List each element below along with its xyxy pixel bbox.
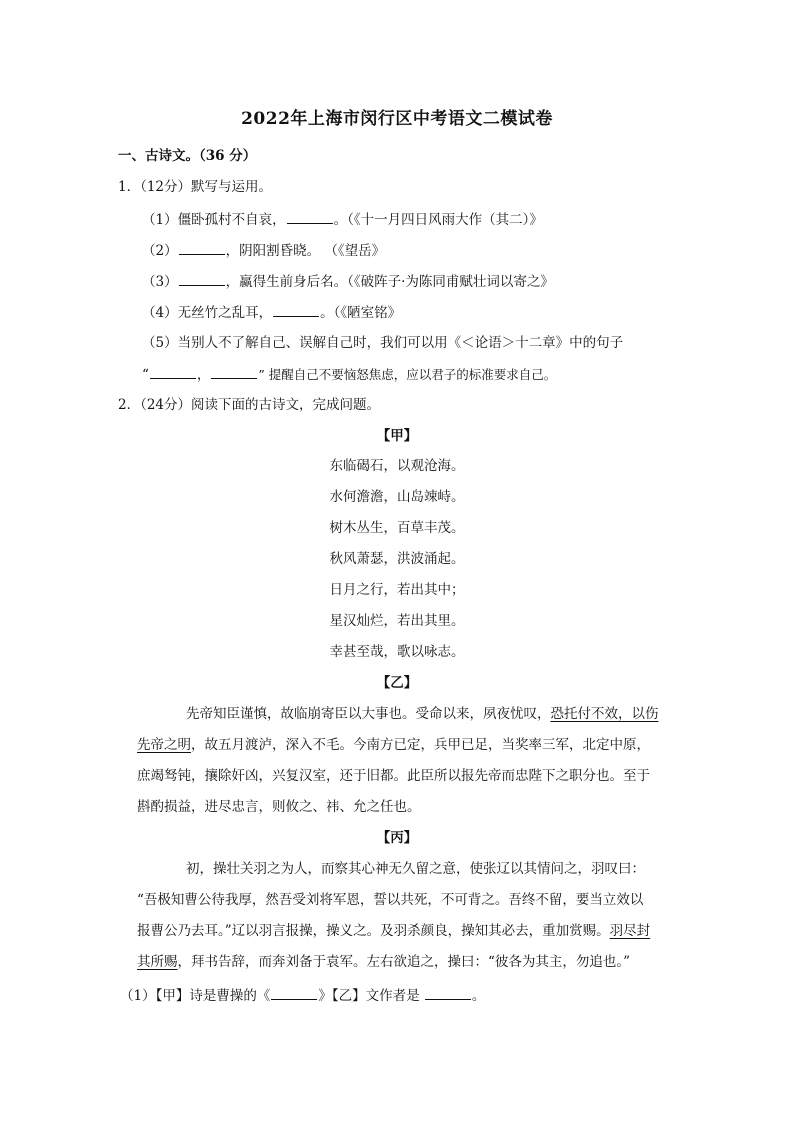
answer-blank[interactable] [425, 985, 471, 1000]
passage-bing-line-1: 初，操壮关羽之为人，而察其心神无久留之意，使张辽以其情问之，羽叹曰： [186, 861, 645, 877]
q1-item-4: （4）无丝竹之乱耳， 。（《陋室铭》 [142, 302, 401, 323]
question-1-stem: 1．（12分）默写与运用。 [118, 179, 273, 195]
answer-blank[interactable] [179, 240, 225, 255]
q1-item-5-line-1: （5）当别人不了解自己、误解自己时，我们可以用《＜论语＞十二章》中的句子 [142, 335, 624, 351]
q2-sub-question-1: （1）【甲】诗是曹操的《 》【乙】文作者是 。 [120, 985, 485, 1006]
answer-blank[interactable] [150, 364, 196, 379]
underlined-sentence: 其所赐 [137, 954, 178, 970]
q1-item-3: （3） ，赢得生前身后名。（《破阵子·为陈同甫赋壮词以寄之》 [142, 271, 554, 292]
poem-line: 日月之行，若出其中； [329, 582, 465, 598]
passage-bing-heading: 【丙】 [376, 830, 418, 846]
poem-line: 树木丛生，百草丰茂。 [329, 520, 465, 536]
passage-yi-heading: 【乙】 [376, 675, 418, 691]
passage-yi-line-3: 庶竭驽钝，攘除奸凶，兴复汉室，还于旧都。此臣所以报先帝而忠陛下之职分也。至于 [137, 768, 650, 784]
passage-bing-line-4: 其所赐，拜书告辞，而奔刘备于袁军。左右欲追之，操曰：“彼各为其主，勿追也。” [137, 954, 631, 970]
answer-blank[interactable] [179, 271, 225, 286]
answer-blank[interactable] [211, 364, 257, 379]
answer-blank[interactable] [287, 209, 333, 224]
poem-line: 水何澹澹，山岛竦峙。 [329, 489, 465, 505]
passage-yi-line-2: 先帝之明，故五月渡泸，深入不毛。今南方已定，兵甲已足，当奖率三军，北定中原， [137, 737, 650, 753]
poem-line: 秋风萧瑟，洪波涌起。 [329, 551, 465, 567]
answer-blank[interactable] [273, 302, 319, 317]
underlined-sentence: 羽尽封 [609, 923, 651, 939]
q1-item-2: （2） ，阴阳割昏晓。 （《望岳》 [142, 240, 385, 261]
underlined-sentence: 先帝之明 [137, 737, 191, 753]
passage-bing-line-2: “吾极知曹公待我厚，然吾受刘将军恩，誓以共死，不可背之。吾终不留，要当立效以 [137, 892, 644, 908]
poem-line: 东临碣石，以观沧海。 [329, 458, 465, 474]
question-2-stem: 2．（24分）阅读下面的古诗文，完成问题。 [118, 397, 381, 413]
underlined-sentence: 恐托付不效，以伤 [550, 706, 659, 722]
q1-item-1: （1）僵卧孤村不自哀， 。（《十一月四日风雨大作（其二）》 [142, 209, 543, 230]
passage-yi-line-4: 斟酌损益，进尽忠言，则攸之、祎、允之任也。 [137, 799, 421, 815]
section-heading: 一、古诗文。（36 分） [118, 148, 257, 164]
answer-blank[interactable] [271, 985, 317, 1000]
poem-line: 幸甚至哉，歌以咏志。 [329, 644, 465, 660]
poem-line: 星汉灿烂，若出其里。 [329, 613, 465, 629]
q1-item-5-line-2: “ ， ” 提醒自己不要恼怒焦虑，应以君子的标准要求自己。 [142, 364, 556, 385]
passage-jia-heading: 【甲】 [376, 428, 418, 444]
passage-yi-line-1: 先帝知臣谨慎，故临崩寄臣以大事也。受命以来，夙夜忧叹，恐托付不效，以伤 [186, 706, 659, 722]
page-title: 2022年上海市闵行区中考语文二模试卷 [241, 109, 553, 129]
passage-bing-line-3: 报曹公乃去耳。”辽以羽言报操，操义之。及羽杀颜良，操知其必去，重加赏赐。羽尽封 [137, 923, 651, 939]
